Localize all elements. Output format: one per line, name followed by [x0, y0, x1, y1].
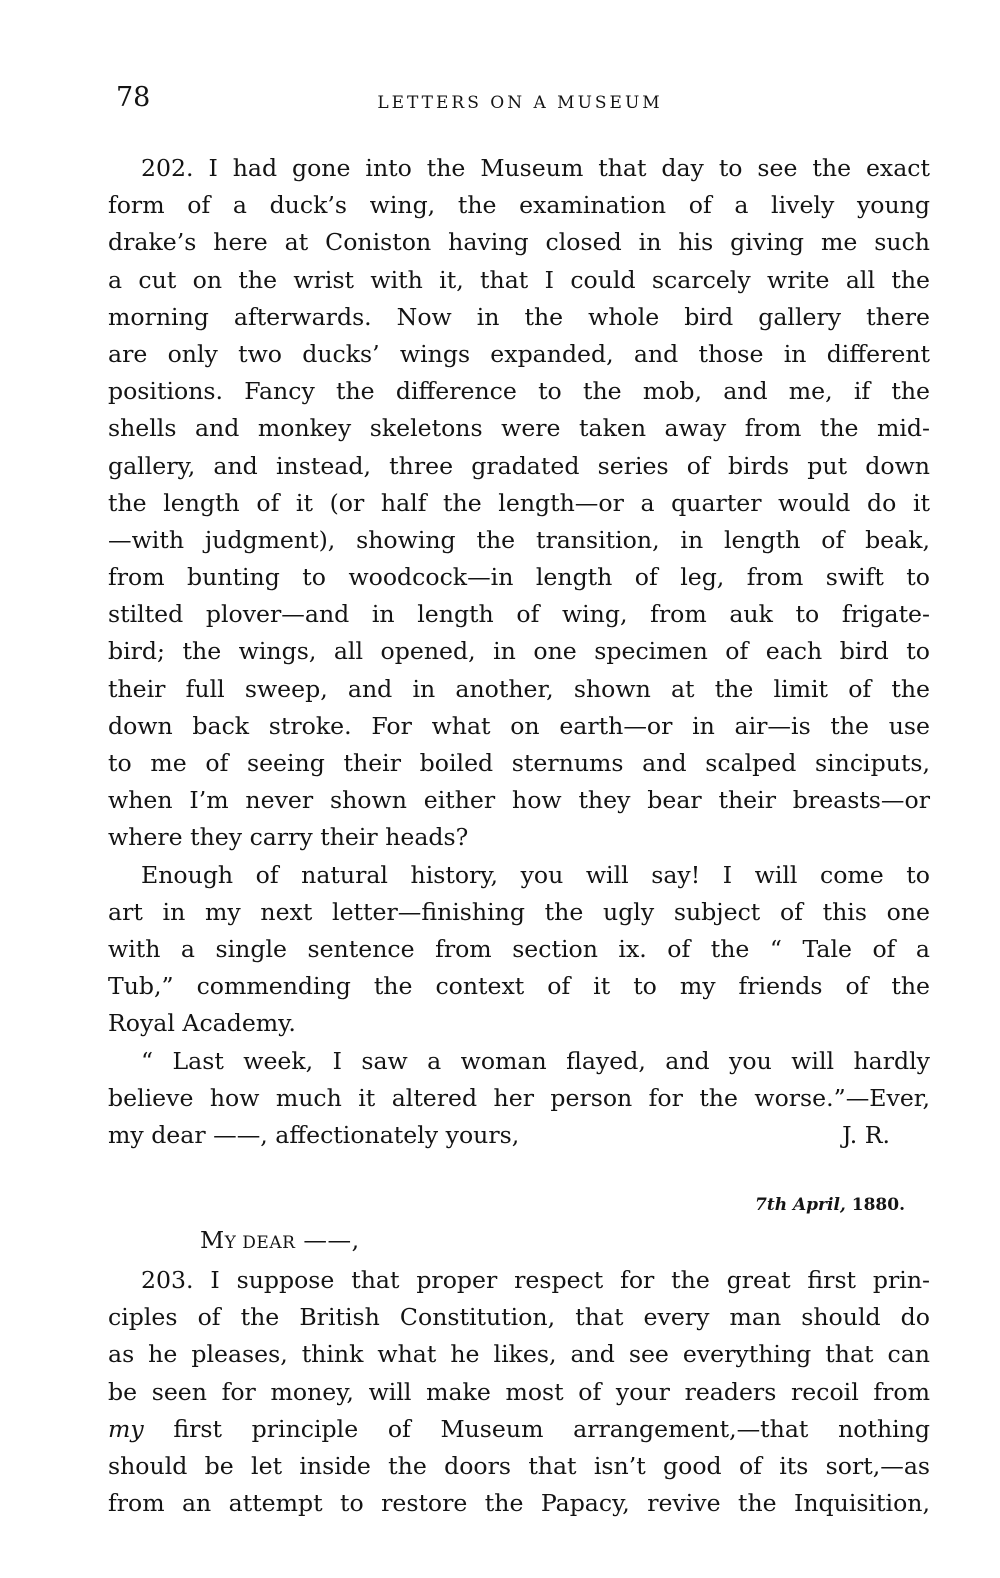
para-202-line: morning afterwards. Now in the whole bird gallery there	[108, 302, 930, 331]
para-202-line: where they carry their heads?	[108, 823, 469, 852]
para-203-line: from an attempt to restore the Papacy, revive the Inquisition,	[108, 1489, 930, 1518]
para-202-line: shells and monkey skeletons were taken away from the mid-	[108, 414, 930, 443]
para-quote-line: “ Last week, I saw a woman flayed, and you will hardly	[141, 1046, 930, 1075]
para-202-line: 202. I had gone into the Museum that day to see the exact	[141, 154, 930, 182]
para-202-line: the length of it (or half the length—or a quarter would do it	[108, 488, 930, 517]
para-202-line: form of a duck’s wing, the examination of a lively young	[108, 191, 930, 220]
para-203-line: ciples of the British Constitution, that every man should do	[108, 1303, 930, 1332]
para-quote-line: believe how much it altered her person for the worse.”—Ever,	[108, 1083, 930, 1112]
para-202-line: their full sweep, and in another, shown at the limit of the	[108, 674, 930, 703]
salutation-rest: Y DEAR	[224, 1233, 296, 1253]
page-number: 78	[116, 82, 151, 113]
para-203-line	[108, 1411, 930, 1448]
para-202-line: gallery, and instead, three gradated series of birds put down	[108, 451, 930, 480]
para-203-line: 203. I suppose that proper respect for the great first prin-	[141, 1266, 930, 1294]
para-enough-line: with a single sentence from section ix. of the “ Tale of a	[108, 934, 930, 963]
para-202-line: from bunting to woodcock—in length of leg, from swift to	[108, 563, 930, 592]
salutation	[200, 1226, 360, 1254]
para-203-line: be seen for money, will make most of your readers recoil from	[108, 1377, 930, 1406]
para-202-line: bird; the wings, all opened, in one specimen of each bird to	[108, 637, 930, 666]
letter-date-year: 1880.	[851, 1195, 905, 1215]
para-enough-line: art in my next letter—finishing the ugly subject of this one	[108, 897, 930, 926]
italic-my: my	[108, 1414, 144, 1443]
letter-date-day: 7th April,	[755, 1195, 846, 1215]
para-203-line5-rest: first principle of Museum arrangement,—that nothing	[173, 1414, 931, 1443]
signoff-text: my dear ——, affectionately yours,	[108, 1120, 520, 1149]
para-enough-line: Royal Academy.	[108, 1009, 296, 1038]
para-202-line: —with judgment), showing the transition, in length of beak,	[108, 525, 930, 554]
letter-body-upper	[108, 150, 930, 1154]
signoff	[108, 1117, 930, 1154]
para-enough-line: Tub,” commending the context of it to my friends of the	[108, 972, 930, 1001]
signoff-initials: J. R.	[842, 1120, 890, 1149]
salutation-dash: ——,	[303, 1226, 360, 1254]
running-head: LETTERS ON A MUSEUM	[377, 93, 663, 113]
letter-body-lower	[108, 1262, 930, 1522]
para-202-line: when I’m never shown either how they bear their breasts—or	[108, 786, 930, 815]
para-202-line: stilted plover—and in length of wing, from auk to frigate-	[108, 600, 930, 629]
para-enough-line: Enough of natural history, you will say! I will come to	[141, 860, 930, 889]
para-203-line: should be let inside the doors that isn’t good of its sort,—as	[108, 1451, 930, 1480]
para-202-line: to me of seeing their boiled sternums and scalped sinciputs,	[108, 749, 930, 777]
para-202-line: down back stroke. For what on earth—or in air—is the use	[108, 711, 930, 740]
para-203-line: as he pleases, think what he likes, and see everything that can	[108, 1340, 930, 1369]
para-202-line: drake’s here at Coniston having closed in his giving me such	[108, 228, 930, 257]
para-202-line: positions. Fancy the difference to the mob, and me, if the	[108, 377, 930, 406]
letter-date	[755, 1195, 905, 1215]
para-202-line: a cut on the wrist with it, that I could scarcely write all the	[108, 265, 930, 294]
para-202-line: are only two ducks’ wings expanded, and those in different	[108, 339, 930, 368]
salutation-initial: M	[200, 1226, 225, 1254]
